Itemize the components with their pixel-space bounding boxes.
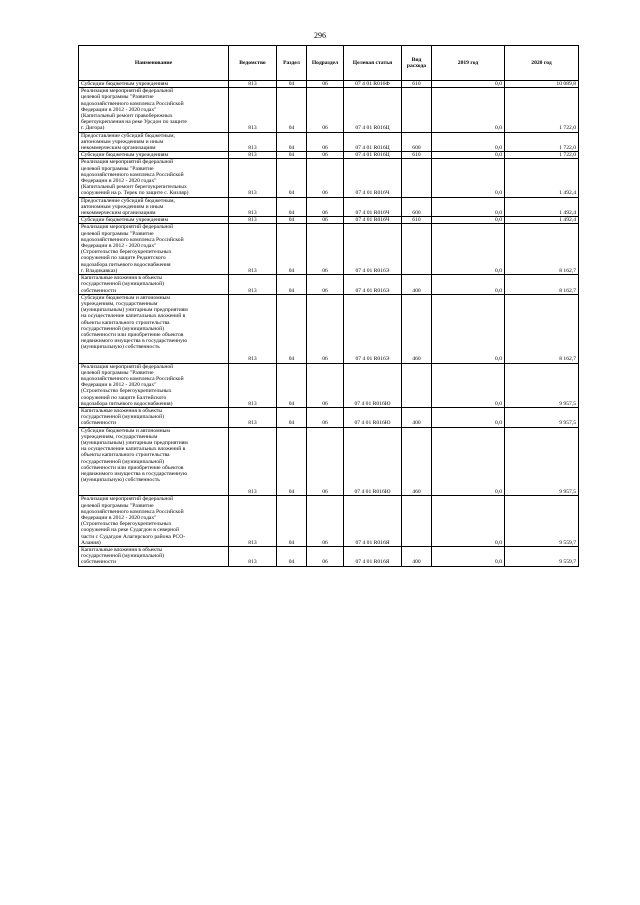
cell-exp-type: 400 xyxy=(402,547,432,567)
table-row xyxy=(79,197,579,217)
table-row xyxy=(79,294,579,363)
table-row xyxy=(79,88,579,132)
cell-section: 04 xyxy=(277,217,307,224)
cell-subsection: 06 xyxy=(307,275,344,295)
cell-section: 04 xyxy=(277,197,307,217)
cell-dept: 813 xyxy=(229,496,277,547)
cell-target: 07 4 01 R016Ч xyxy=(344,197,402,217)
cell-target: 07 4 01 R016Э xyxy=(344,294,402,363)
cell-subsection: 06 xyxy=(307,547,344,567)
cell-2020: 1 722,0 xyxy=(505,152,579,159)
cell-2020: 1 722,0 xyxy=(505,88,579,132)
table-row xyxy=(79,275,579,295)
cell-section: 04 xyxy=(277,427,307,496)
header-2019: 2019 год xyxy=(432,46,505,81)
cell-name: Предоставление субсидий бюджетным, автономным учреждениям и иным некоммерческим организациям xyxy=(79,197,229,217)
cell-2020: 10 089,8 xyxy=(505,81,579,88)
cell-section: 04 xyxy=(277,294,307,363)
cell-subsection: 06 xyxy=(307,294,344,363)
cell-name: Субсидии бюджетным и автономным учреждениям, государственным (муниципальным) унитарным предприятиям на осуществление капитальных вложений в объекты капитального строительства государственной (муниципальной) собственности или приобретение объектов недвижимого имущества в государственную (муниципальную) собственность xyxy=(79,294,229,363)
table-row xyxy=(79,152,579,159)
cell-name: Реализация мероприятий федеральной целевой программы "Развитие водохозяйственного комплекса Российской Федерации в 2012 - 2020 годах" (Строительство берегоукрепительных сооружений по защите Балтийского водозабора питьевого водоснабжения) xyxy=(79,363,229,407)
table-row xyxy=(79,496,579,547)
cell-exp-type xyxy=(402,159,432,197)
cell-target: 07 4 01 R016Ч xyxy=(344,159,402,197)
cell-subsection: 06 xyxy=(307,427,344,496)
cell-2019: 0,0 xyxy=(432,88,505,132)
header-exp-type: Вид расхода xyxy=(402,46,432,81)
table-row xyxy=(79,224,579,275)
cell-2020: 1 492,4 xyxy=(505,217,579,224)
table-row xyxy=(79,427,579,496)
cell-dept: 813 xyxy=(229,224,277,275)
cell-dept: 813 xyxy=(229,81,277,88)
cell-2019: 0,0 xyxy=(432,81,505,88)
table-body xyxy=(79,81,579,567)
cell-subsection: 06 xyxy=(307,217,344,224)
cell-exp-type: 600 xyxy=(402,197,432,217)
cell-subsection: 06 xyxy=(307,152,344,159)
cell-target: 07 4 01 R016Я xyxy=(344,547,402,567)
page-number: 296 xyxy=(314,31,326,40)
cell-section: 04 xyxy=(277,547,307,567)
cell-2020: 9 957,5 xyxy=(505,363,579,407)
cell-exp-type: 610 xyxy=(402,152,432,159)
header-section: Раздел xyxy=(277,46,307,81)
cell-name: Субсидии бюджетным учреждениям xyxy=(79,81,229,88)
cell-2020: 8 162,7 xyxy=(505,275,579,295)
cell-target: 07 4 01 R016Ц xyxy=(344,152,402,159)
cell-2020: 1 492,4 xyxy=(505,159,579,197)
cell-name: Субсидии бюджетным и автономным учреждениям, государственным (муниципальным) унитарным предприятиям на осуществление капитальных вложений в объекты капитального строительства государственной (муниципальной) собственности или приобретение объектов недвижимого имущества в государственную (муниципальную) собственность xyxy=(79,427,229,496)
table-row xyxy=(79,363,579,407)
cell-dept: 813 xyxy=(229,197,277,217)
cell-dept: 813 xyxy=(229,88,277,132)
cell-target: 07 4 01 R016Ф xyxy=(344,81,402,88)
cell-target: 07 4 01 R016Ц xyxy=(344,88,402,132)
cell-subsection: 06 xyxy=(307,224,344,275)
header-target: Целевая статья xyxy=(344,46,402,81)
cell-exp-type xyxy=(402,224,432,275)
cell-2019: 0,0 xyxy=(432,427,505,496)
cell-name: Капитальные вложения в объекты государственной (муниципальной) собственности xyxy=(79,275,229,295)
cell-target: 07 4 01 R016Э xyxy=(344,275,402,295)
table-row xyxy=(79,217,579,224)
cell-name: Капитальные вложения в объекты государственной (муниципальной) собственности xyxy=(79,407,229,427)
cell-dept: 813 xyxy=(229,407,277,427)
cell-name: Субсидии бюджетным учреждениям xyxy=(79,217,229,224)
cell-2019: 0,0 xyxy=(432,294,505,363)
cell-2019: 0,0 xyxy=(432,275,505,295)
cell-target: 07 4 01 R016Ю xyxy=(344,363,402,407)
cell-section: 04 xyxy=(277,81,307,88)
cell-section: 04 xyxy=(277,275,307,295)
cell-2020: 8 162,7 xyxy=(505,224,579,275)
cell-2019: 0,0 xyxy=(432,547,505,567)
cell-section: 04 xyxy=(277,363,307,407)
header-dept: Ведомство xyxy=(229,46,277,81)
cell-2020: 8 162,7 xyxy=(505,294,579,363)
cell-name: Реализация мероприятий федеральной целевой программы "Развитие водохозяйственного комплекса Российской Федерации в 2012 - 2020 годах" (Строительство берегоукрепительных сооружений по защите Редантского водозабора питьевого водоснабжения г. Владикавказ) xyxy=(79,224,229,275)
cell-subsection: 06 xyxy=(307,159,344,197)
cell-section: 04 xyxy=(277,159,307,197)
cell-name: Предоставление субсидий бюджетным, автономным учреждениям и иным некоммерческим организациям xyxy=(79,132,229,152)
cell-dept: 813 xyxy=(229,294,277,363)
cell-2020: 9 957,5 xyxy=(505,407,579,427)
cell-subsection: 06 xyxy=(307,88,344,132)
cell-subsection: 06 xyxy=(307,496,344,547)
cell-dept: 813 xyxy=(229,152,277,159)
table-row xyxy=(79,159,579,197)
header-subsection: Подраздел xyxy=(307,46,344,81)
cell-section: 04 xyxy=(277,224,307,275)
cell-exp-type xyxy=(402,88,432,132)
cell-exp-type xyxy=(402,363,432,407)
cell-subsection: 06 xyxy=(307,197,344,217)
cell-name: Субсидии бюджетным учреждениям xyxy=(79,152,229,159)
cell-dept: 813 xyxy=(229,132,277,152)
cell-2019: 0,0 xyxy=(432,224,505,275)
table-row xyxy=(79,547,579,567)
cell-subsection: 06 xyxy=(307,132,344,152)
table-row xyxy=(79,407,579,427)
cell-name: Реализация мероприятий федеральной целевой программы "Развитие водохозяйственного комплекса Российской Федерации в 2012 - 2020 годах" (Капитальный ремонт берегоукрепительных сооружений на р. Терек по защите с. Кизляр) xyxy=(79,159,229,197)
cell-2019: 0,0 xyxy=(432,496,505,547)
cell-target: 07 4 01 R016Ю xyxy=(344,427,402,496)
cell-exp-type: 400 xyxy=(402,407,432,427)
cell-dept: 813 xyxy=(229,159,277,197)
cell-2020: 1 492,4 xyxy=(505,197,579,217)
cell-subsection: 06 xyxy=(307,81,344,88)
cell-exp-type: 460 xyxy=(402,294,432,363)
cell-exp-type: 400 xyxy=(402,275,432,295)
cell-name: Капитальные вложения в объекты государственной (муниципальной) собственности xyxy=(79,547,229,567)
table-header-row xyxy=(79,46,579,81)
cell-2019: 0,0 xyxy=(432,197,505,217)
cell-exp-type: 610 xyxy=(402,217,432,224)
cell-exp-type: 610 xyxy=(402,81,432,88)
cell-name: Реализация мероприятий федеральной целевой программы "Развитие водохозяйственного комплекса Российской Федерации в 2012 - 2020 годах" (Строительство берегоукрепительных сооружений на реке Судагдон в северной части с Судагдон Алагирского района РСО- Алания) xyxy=(79,496,229,547)
header-name: Наименование xyxy=(79,46,229,81)
cell-section: 04 xyxy=(277,496,307,547)
cell-2019: 0,0 xyxy=(432,159,505,197)
cell-target: 07 4 01 R016Я xyxy=(344,496,402,547)
cell-target: 07 4 01 R016Э xyxy=(344,224,402,275)
cell-section: 04 xyxy=(277,152,307,159)
cell-dept: 813 xyxy=(229,217,277,224)
cell-exp-type: 600 xyxy=(402,132,432,152)
cell-2020: 1 722,0 xyxy=(505,132,579,152)
cell-dept: 813 xyxy=(229,547,277,567)
cell-name: Реализация мероприятий федеральной целевой программы "Развитие водохозяйственного комплекса Российской Федерации в 2012 - 2020 годах" (Капитальный ремонт правобережных берегоукрепления на реке Урсдон по защите г. Дигора) xyxy=(79,88,229,132)
cell-dept: 813 xyxy=(229,363,277,407)
cell-dept: 813 xyxy=(229,427,277,496)
cell-exp-type: 460 xyxy=(402,427,432,496)
cell-exp-type xyxy=(402,496,432,547)
cell-2020: 9 559,7 xyxy=(505,547,579,567)
cell-section: 04 xyxy=(277,88,307,132)
cell-subsection: 06 xyxy=(307,407,344,427)
cell-2020: 9 559,7 xyxy=(505,496,579,547)
cell-subsection: 06 xyxy=(307,363,344,407)
cell-section: 04 xyxy=(277,407,307,427)
budget-table xyxy=(78,45,579,567)
cell-target: 07 4 01 R016Ч xyxy=(344,217,402,224)
cell-2019: 0,0 xyxy=(432,217,505,224)
cell-2019: 0,0 xyxy=(432,363,505,407)
cell-target: 07 4 01 R016Ц xyxy=(344,132,402,152)
cell-target: 07 4 01 R016Ю xyxy=(344,407,402,427)
cell-2019: 0,0 xyxy=(432,152,505,159)
cell-2019: 0,0 xyxy=(432,407,505,427)
cell-dept: 813 xyxy=(229,275,277,295)
cell-2020: 9 957,5 xyxy=(505,427,579,496)
header-2020: 2020 год xyxy=(505,46,579,81)
table-row xyxy=(79,132,579,152)
cell-section: 04 xyxy=(277,132,307,152)
table-row xyxy=(79,81,579,88)
cell-2019: 0,0 xyxy=(432,132,505,152)
